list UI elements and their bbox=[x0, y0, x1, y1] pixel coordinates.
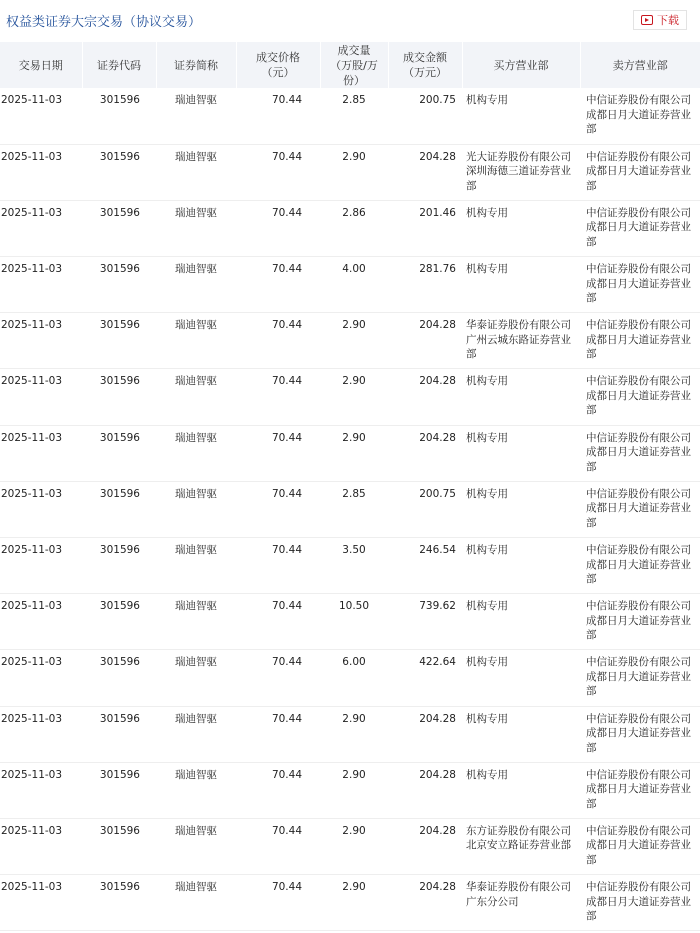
cell-volume: 3.50 bbox=[342, 544, 366, 556]
table-header-row bbox=[0, 42, 700, 88]
cell-security-name: 瑞迪智驱 bbox=[175, 656, 217, 669]
cell-volume: 2.90 bbox=[342, 319, 366, 332]
cell-volume: 2.90 bbox=[342, 881, 366, 894]
table-row bbox=[0, 425, 700, 481]
cell-buyer: 机构专用 bbox=[466, 600, 508, 613]
cell-security-name: 瑞迪智驱 bbox=[175, 487, 217, 500]
cell-buyer: 华泰证券股份有限公司广州云城东路证券营业部 bbox=[466, 319, 571, 361]
header-seller[interactable]: 卖方营业部 bbox=[580, 42, 700, 88]
cell-volume: 2.86 bbox=[342, 206, 366, 219]
cell-security-code: 301596 bbox=[99, 824, 140, 837]
table-row bbox=[0, 257, 700, 313]
cell-volume: 10.50 bbox=[338, 600, 370, 613]
cell-security-code: 301596 bbox=[99, 150, 140, 163]
cell-amount: 200.75 bbox=[419, 487, 456, 500]
cell-price: 70.44 bbox=[271, 150, 302, 163]
table-row bbox=[0, 200, 700, 256]
cell-security-name: 瑞迪智驱 bbox=[175, 94, 217, 106]
cell-trade-date: 2025-11-03 bbox=[1, 544, 63, 556]
block-trade-table bbox=[0, 42, 700, 931]
cell-security-code: 301596 bbox=[99, 544, 140, 556]
cell-seller: 中信证券股份有限公司成都日月大道证券营业部 bbox=[586, 94, 691, 135]
cell-price: 70.44 bbox=[271, 656, 302, 669]
cell-trade-date: 2025-11-03 bbox=[1, 881, 63, 894]
cell-trade-date: 2025-11-03 bbox=[1, 600, 63, 613]
table-row bbox=[0, 313, 700, 369]
cell-buyer: 东方证券股份有限公司北京安立路证券营业部 bbox=[466, 824, 571, 852]
cell-seller: 中信证券股份有限公司成都日月大道证券营业部 bbox=[586, 319, 691, 361]
cell-security-code: 301596 bbox=[99, 600, 140, 613]
cell-security-name: 瑞迪智驱 bbox=[175, 263, 217, 276]
cell-buyer: 机构专用 bbox=[466, 712, 508, 725]
cell-volume: 2.90 bbox=[342, 824, 366, 837]
cell-price: 70.44 bbox=[271, 487, 302, 500]
cell-buyer: 机构专用 bbox=[466, 263, 508, 276]
cell-trade-date: 2025-11-03 bbox=[1, 150, 63, 163]
cell-trade-date: 2025-11-03 bbox=[1, 712, 63, 725]
cell-buyer: 机构专用 bbox=[466, 206, 508, 219]
cell-trade-date: 2025-11-03 bbox=[1, 768, 63, 781]
header-security-name[interactable]: 证券简称 bbox=[156, 42, 236, 88]
cell-amount: 204.28 bbox=[419, 712, 456, 725]
cell-volume: 2.90 bbox=[342, 375, 366, 388]
page-title: 权益类证券大宗交易（协议交易） bbox=[6, 15, 202, 30]
cell-security-code: 301596 bbox=[99, 881, 140, 894]
table-row bbox=[0, 650, 700, 706]
table-row bbox=[0, 369, 700, 425]
cell-volume: 2.90 bbox=[342, 712, 366, 725]
cell-security-name: 瑞迪智驱 bbox=[175, 768, 217, 781]
cell-seller: 中信证券股份有限公司成都日月大道证券营业部 bbox=[586, 656, 691, 698]
cell-security-code: 301596 bbox=[99, 656, 140, 669]
cell-security-name: 瑞迪智驱 bbox=[175, 150, 217, 163]
cell-trade-date: 2025-11-03 bbox=[1, 824, 63, 837]
cell-amount: 204.28 bbox=[419, 881, 456, 894]
cell-seller: 中信证券股份有限公司成都日月大道证券营业部 bbox=[586, 600, 691, 642]
cell-security-code: 301596 bbox=[99, 487, 140, 500]
cell-amount: 246.54 bbox=[419, 544, 456, 556]
cell-security-name: 瑞迪智驱 bbox=[175, 824, 217, 837]
cell-volume: 2.85 bbox=[342, 94, 366, 106]
cell-price: 70.44 bbox=[271, 600, 302, 613]
cell-amount: 422.64 bbox=[419, 656, 456, 669]
cell-volume: 2.90 bbox=[342, 431, 366, 444]
cell-security-name: 瑞迪智驱 bbox=[175, 600, 217, 613]
cell-trade-date: 2025-11-03 bbox=[1, 487, 63, 500]
cell-volume: 2.90 bbox=[342, 150, 366, 163]
cell-trade-date: 2025-11-03 bbox=[1, 263, 63, 276]
table-row bbox=[0, 706, 700, 762]
cell-volume: 6.00 bbox=[342, 656, 366, 669]
cell-trade-date: 2025-11-03 bbox=[1, 94, 63, 106]
header-amount[interactable]: 成交金额 （万元） bbox=[388, 42, 462, 88]
cell-security-code: 301596 bbox=[99, 263, 140, 276]
cell-amount: 204.28 bbox=[419, 431, 456, 444]
cell-security-code: 301596 bbox=[99, 712, 140, 725]
cell-buyer: 机构专用 bbox=[466, 768, 508, 781]
cell-trade-date: 2025-11-03 bbox=[1, 375, 63, 388]
cell-security-code: 301596 bbox=[99, 375, 140, 388]
cell-trade-date: 2025-11-03 bbox=[1, 319, 63, 332]
cell-amount: 281.76 bbox=[419, 263, 456, 276]
cell-seller: 中信证券股份有限公司成都日月大道证券营业部 bbox=[586, 768, 691, 810]
cell-seller: 中信证券股份有限公司成都日月大道证券营业部 bbox=[586, 431, 691, 473]
cell-volume: 2.85 bbox=[342, 487, 366, 500]
cell-amount: 204.28 bbox=[419, 768, 456, 781]
cell-price: 70.44 bbox=[271, 431, 302, 444]
table-body bbox=[0, 88, 700, 931]
cell-seller: 中信证券股份有限公司成都日月大道证券营业部 bbox=[586, 712, 691, 754]
cell-buyer: 机构专用 bbox=[466, 544, 508, 556]
cell-seller: 中信证券股份有限公司成都日月大道证券营业部 bbox=[586, 881, 691, 923]
download-button[interactable] bbox=[633, 10, 687, 30]
cell-price: 70.44 bbox=[271, 206, 302, 219]
table-row bbox=[0, 762, 700, 818]
cell-amount: 204.28 bbox=[419, 150, 456, 163]
download-icon bbox=[641, 15, 653, 25]
cell-buyer: 机构专用 bbox=[466, 487, 508, 500]
cell-price: 70.44 bbox=[271, 319, 302, 332]
cell-price: 70.44 bbox=[271, 375, 302, 388]
table-row bbox=[0, 144, 700, 200]
cell-seller: 中信证券股份有限公司成都日月大道证券营业部 bbox=[586, 263, 691, 305]
table-row bbox=[0, 481, 700, 537]
cell-seller: 中信证券股份有限公司成都日月大道证券营业部 bbox=[586, 375, 691, 417]
cell-trade-date: 2025-11-03 bbox=[1, 206, 63, 219]
table-row bbox=[0, 818, 700, 874]
cell-buyer: 机构专用 bbox=[466, 94, 508, 106]
table-row bbox=[0, 538, 700, 594]
cell-price: 70.44 bbox=[271, 94, 302, 106]
cell-security-code: 301596 bbox=[99, 319, 140, 332]
cell-price: 70.44 bbox=[271, 544, 302, 556]
cell-security-name: 瑞迪智驱 bbox=[175, 881, 217, 894]
header-price[interactable]: 成交价格 （元） bbox=[236, 42, 320, 88]
cell-security-code: 301596 bbox=[99, 431, 140, 444]
cell-security-name: 瑞迪智驱 bbox=[175, 712, 217, 725]
cell-security-name: 瑞迪智驱 bbox=[175, 206, 217, 219]
cell-buyer: 机构专用 bbox=[466, 656, 508, 669]
cell-amount: 204.28 bbox=[419, 319, 456, 332]
cell-security-name: 瑞迪智驱 bbox=[175, 375, 217, 388]
cell-trade-date: 2025-11-03 bbox=[1, 431, 63, 444]
cell-seller: 中信证券股份有限公司成都日月大道证券营业部 bbox=[586, 487, 691, 529]
cell-buyer: 机构专用 bbox=[466, 431, 508, 444]
cell-amount: 201.46 bbox=[419, 206, 456, 219]
cell-buyer: 光大证券股份有限公司深圳海德三道证券营业部 bbox=[466, 150, 571, 192]
cell-volume: 4.00 bbox=[342, 263, 366, 276]
cell-price: 70.44 bbox=[271, 768, 302, 781]
cell-security-name: 瑞迪智驱 bbox=[175, 431, 217, 444]
table-row bbox=[0, 875, 700, 931]
cell-buyer: 华泰证券股份有限公司广东分公司 bbox=[466, 881, 571, 908]
table-row bbox=[0, 594, 700, 650]
header-volume[interactable]: 成交量 （万股/万份） bbox=[320, 42, 388, 88]
cell-seller: 中信证券股份有限公司成都日月大道证券营业部 bbox=[586, 150, 691, 192]
cell-seller: 中信证券股份有限公司成都日月大道证券营业部 bbox=[586, 206, 691, 248]
cell-price: 70.44 bbox=[271, 824, 302, 837]
cell-security-code: 301596 bbox=[99, 768, 140, 781]
cell-price: 70.44 bbox=[271, 263, 302, 276]
cell-amount: 200.75 bbox=[419, 94, 456, 106]
download-label: 下载 bbox=[657, 14, 679, 27]
cell-security-code: 301596 bbox=[99, 206, 140, 219]
cell-price: 70.44 bbox=[271, 712, 302, 725]
table-row bbox=[0, 88, 700, 144]
header-trade-date[interactable]: 交易日期 bbox=[18, 58, 63, 72]
cell-amount: 739.62 bbox=[419, 600, 456, 613]
cell-seller: 中信证券股份有限公司成都日月大道证券营业部 bbox=[586, 824, 691, 866]
cell-price: 70.44 bbox=[271, 881, 302, 894]
header-security-code[interactable]: 证券代码 bbox=[82, 42, 156, 88]
cell-security-code: 301596 bbox=[99, 94, 140, 106]
header-buyer[interactable]: 买方营业部 bbox=[462, 42, 580, 88]
cell-buyer: 机构专用 bbox=[466, 375, 508, 388]
cell-security-name: 瑞迪智驱 bbox=[175, 544, 217, 556]
title-bar bbox=[0, 0, 700, 40]
cell-seller: 中信证券股份有限公司成都日月大道证券营业部 bbox=[586, 544, 691, 585]
cell-trade-date: 2025-11-03 bbox=[1, 656, 63, 669]
cell-amount: 204.28 bbox=[419, 375, 456, 388]
cell-amount: 204.28 bbox=[419, 824, 456, 837]
cell-volume: 2.90 bbox=[342, 768, 366, 781]
cell-security-name: 瑞迪智驱 bbox=[175, 319, 217, 332]
